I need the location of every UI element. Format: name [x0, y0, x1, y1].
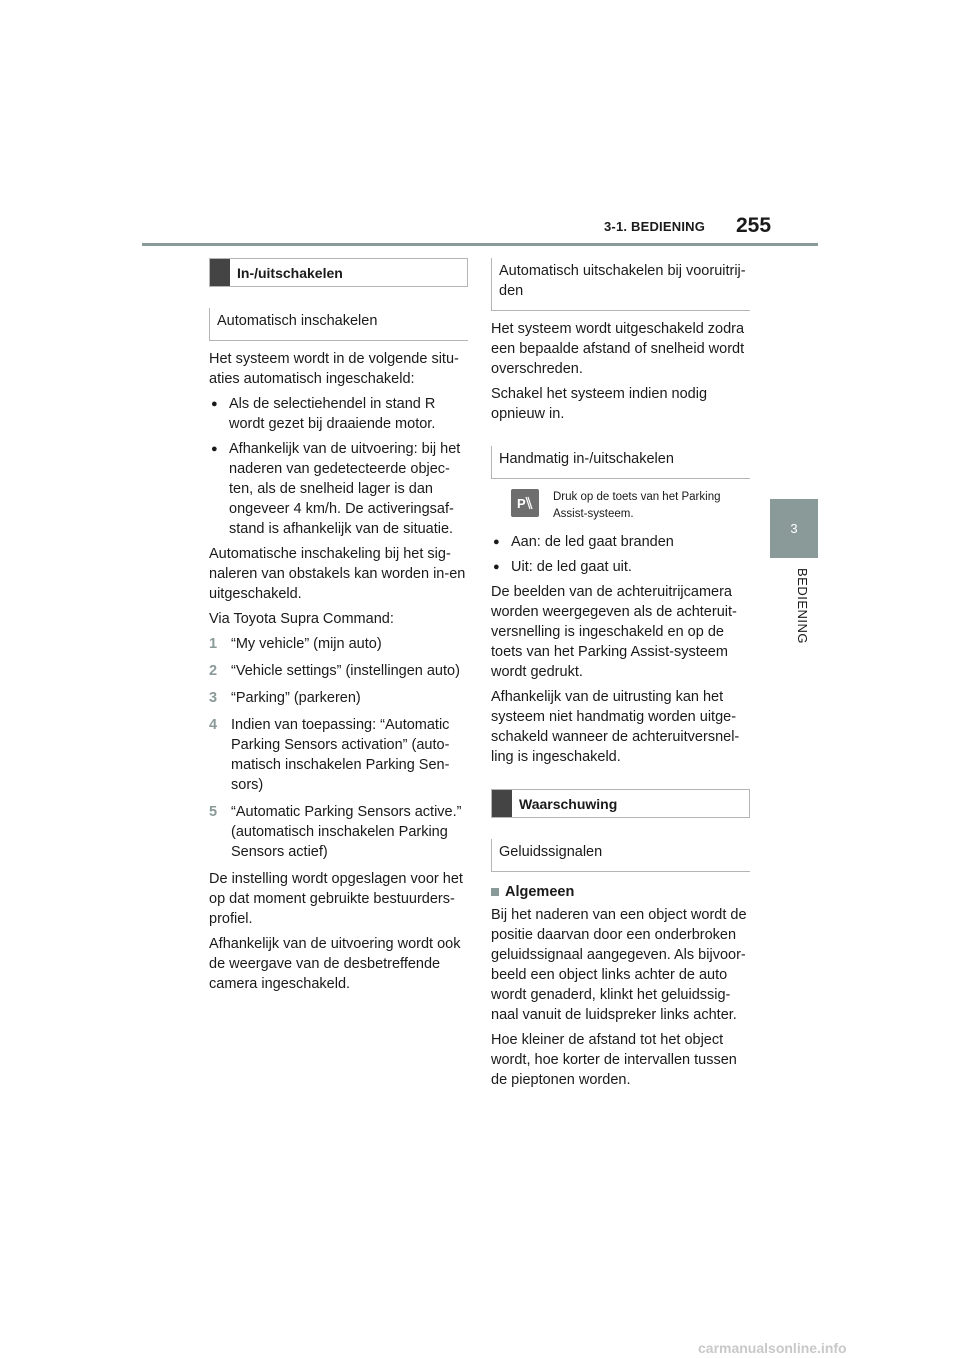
paragraph: Afhankelijk van de uitvoering wordt ook de weergave van de desbetreffende camera ingeschakeld. [209, 936, 461, 992]
general-heading-text: Algemeen [505, 884, 575, 900]
paragraph: Via Toyota Supra Command: [209, 611, 394, 627]
step-number: 3 [209, 690, 218, 706]
paragraph: Bij het naderen van een object wordt de positie daarvan door een onderbroken geluidssignaal aangegeven. Als bijvoor-beeld een object links achter de auto wordt genaderd, klinkt het geluidssig-naal vanuit de luidspreker links achter. [491, 907, 747, 1023]
watermark: carmanualsonline.info [698, 1340, 847, 1356]
bullet-list [491, 532, 750, 577]
sub-heading-manual: Handmatig in-/uitschakelen [491, 446, 750, 479]
svg-text:P: P [517, 496, 526, 511]
chapter-side-label: BEDIENING [795, 568, 810, 645]
list-item [209, 661, 468, 681]
paragraph: De instelling wordt opgeslagen voor het op dat moment gebruikte bestuurders-profiel. [209, 871, 463, 927]
list-item: ● Uit: de led gaat uit. [491, 557, 750, 577]
step-list [209, 634, 468, 862]
paragraph: Afhankelijk van de uitrusting kan het systeem niet handmatig worden uitge-schakeld wanneer de achteruitversnel-ling is ingeschakeld. [491, 689, 740, 765]
page-number: 255 [736, 214, 772, 237]
step-number: 2 [209, 663, 218, 679]
list-item: ● Aan: de led gaat branden [491, 532, 750, 552]
button-instruction-text: Druk op de toets van het Parking Assist-systeem. [553, 491, 721, 520]
button-instruction [511, 489, 750, 523]
list-item [209, 715, 468, 795]
step-text: Indien van toepassing: “Automatic Parking Sensors activation” (auto-matisch inschakelen Parking Sen-sors) [231, 717, 450, 793]
list-item: ● Als de selectiehendel in stand R wordt gezet bij draaiende motor. [209, 394, 468, 434]
chapter-tab [770, 499, 818, 558]
bullet-list [209, 394, 468, 539]
step-number: 4 [209, 717, 218, 733]
general-heading [491, 884, 750, 900]
paragraph: Het systeem wordt in de volgende situ-aties automatisch ingeschakeld: [209, 351, 459, 387]
section-title: 3-1. BEDIENING [604, 219, 706, 234]
list-item [209, 688, 468, 708]
box-title: Waarschuwing [519, 795, 618, 812]
list-item [209, 634, 468, 654]
right-column [491, 258, 750, 1095]
square-bullet-icon [491, 888, 499, 896]
box-bar [492, 790, 512, 817]
left-column [209, 258, 468, 999]
step-text: “Automatic Parking Sensors active.” (automatisch inschakelen Parking Sensors actief) [231, 804, 462, 860]
sub-heading-sounds: Geluidssignalen [491, 839, 750, 872]
parking-assist-icon [511, 489, 539, 517]
list-item: ● Afhankelijk van de uitvoering: bij het naderen van gedetecteerde objec-ten, als de snelheid lager is dan ongeveer 4 km/h. De activeringsaf-stand is afhankelijk van de situatie. [209, 439, 468, 539]
step-text: “My vehicle” (mijn auto) [231, 636, 382, 652]
header-divider [142, 243, 818, 246]
sub-heading-auto-off: Automatisch uitschakelen bij vooruitrij-den [491, 258, 750, 311]
step-number: 5 [209, 804, 218, 820]
section-box-on-off [209, 258, 468, 287]
sub-heading-auto-on: Automatisch inschakelen [209, 308, 468, 341]
paragraph: Hoe kleiner de afstand tot het object wordt, hoe korter de intervallen tussen de pieptonen worden. [491, 1032, 737, 1088]
paragraph: Het systeem wordt uitgeschakeld zodra een bepaalde afstand of snelheid wordt overschreden. [491, 321, 745, 377]
chapter-number: 3 [790, 521, 798, 536]
step-text: “Vehicle settings” (instellingen auto) [231, 663, 460, 679]
list-item [209, 802, 468, 862]
box-bar [210, 259, 230, 286]
paragraph: Automatische inschakeling bij het sig-naleren van obstakels kan worden in-en uitgeschakeld. [209, 546, 466, 602]
box-title: In-/uitschakelen [237, 264, 343, 281]
step-text: “Parking” (parkeren) [231, 690, 361, 706]
step-number: 1 [209, 636, 218, 652]
warning-box [491, 789, 750, 818]
paragraph: Schakel het systeem indien nodig opnieuw in. [491, 386, 708, 422]
paragraph: De beelden van de achteruitrijcamera worden weergegeven als de achteruit-versnelling is ingeschakeld en op de toets van het Parking Assist-systeem wordt gedrukt. [491, 584, 737, 680]
